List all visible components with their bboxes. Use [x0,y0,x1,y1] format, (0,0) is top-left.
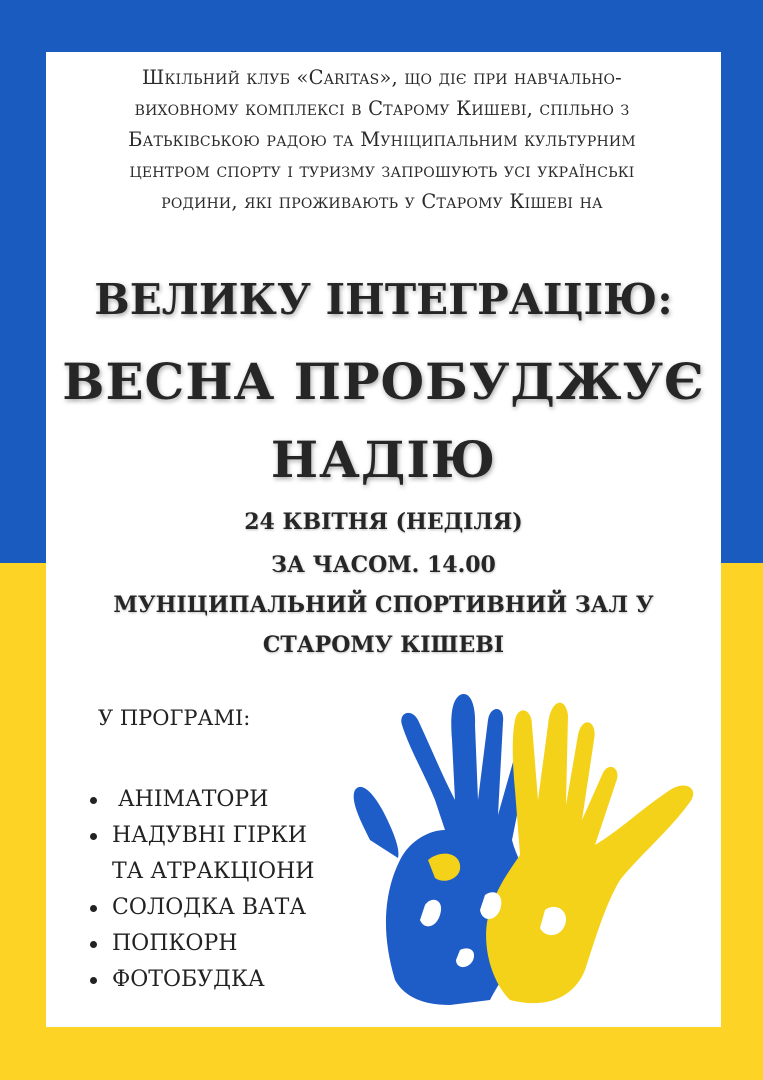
program-item-text: СОЛОДКА ВАТА [112,895,306,920]
program-item [90,818,314,854]
intro-line: Шкільний клуб «Caritas», що діє при навчально- [142,66,622,89]
intro-paragraph [62,62,702,217]
program-item-text: НАДУВНІ ГІРКИ [112,823,307,848]
program-item [90,782,314,818]
program-item [90,926,314,962]
event-time: ЗА ЧАСОМ. 14.00 [271,552,496,578]
event-date: 24 КВІТНЯ (НЕДІЛЯ) [244,509,523,535]
headline-line-3: НАДІЮ [270,430,497,489]
program-item-text: ТА АТРАКЦІОНИ [112,859,315,884]
program-item [90,962,314,998]
headline-line-2: ВЕСНА ПРОБУДЖУЄ [62,352,705,411]
intro-line: Батьківською радою та Муніципальним культурним [128,128,636,151]
event-venue-line-1: МУНІЦИПАЛЬНИЙ СПОРТИВНИЙ ЗАЛ У [113,592,654,618]
program-item-text: ПОПКОРН [112,931,238,956]
yellow-hand-icon [486,703,693,1003]
handprints-icon [340,680,720,1020]
event-venue-line-2: СТАРОМУ КІШЕВІ [262,632,505,658]
intro-line: центром спорту і туризму запрошують усі українські [129,159,635,182]
program-label: У ПРОГРАМІ: [98,706,251,730]
program-item-continuation [90,854,314,890]
program-list [90,782,314,998]
intro-line: виховному комплексі в Старому Кишеві, спільно з [134,97,630,120]
program-item-text: АНІМАТОРИ [118,787,269,812]
program-item-text: ФОТОБУДКА [112,967,265,992]
program-item [90,890,314,926]
headline-line-1: ВЕЛИКУ ІНТЕГРАЦІЮ: [94,275,673,324]
intro-line: родини, які проживають у Старому Кішеві на [161,190,603,213]
